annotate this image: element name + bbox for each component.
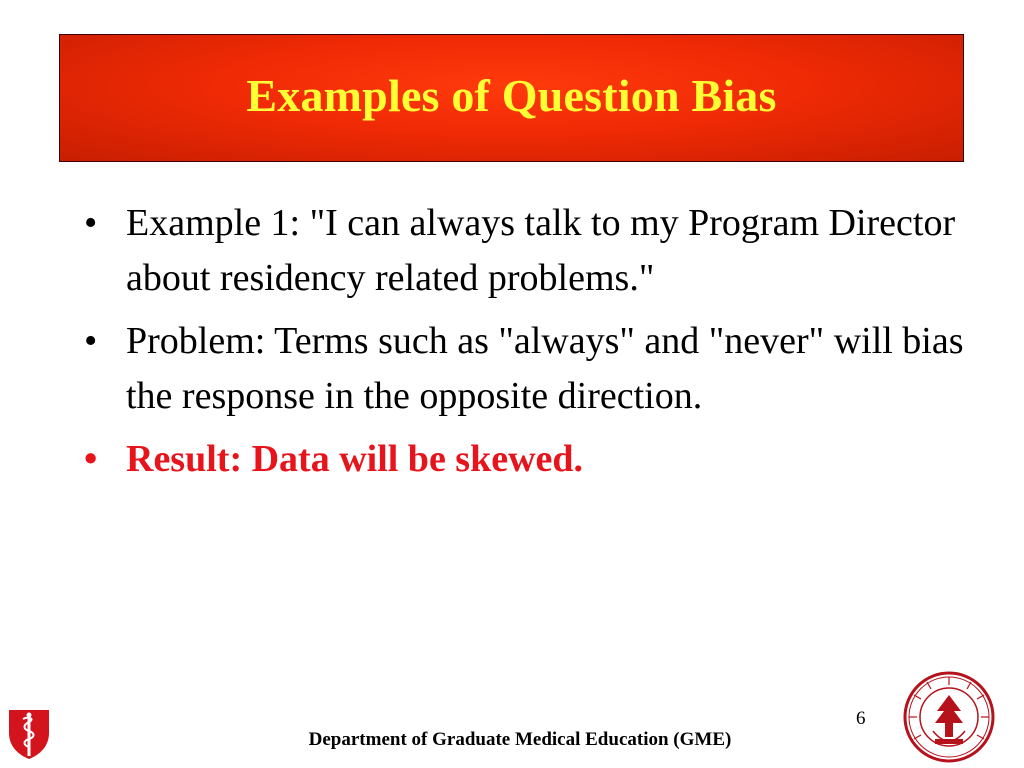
- bullet-text: Result: Data will be skewed.: [126, 438, 584, 480]
- bullet-text: Example 1: "I can always talk to my Program Director about residency related problems.": [126, 202, 956, 299]
- bullet-result: [84, 432, 964, 487]
- bullet-marker: •: [84, 320, 98, 362]
- bullet-list: [84, 196, 964, 495]
- bullet-marker: •: [84, 438, 98, 480]
- bullet-example: [84, 196, 964, 306]
- footer-department: Department of Graduate Medical Education (GME): [308, 729, 732, 750]
- page-number: 6: [856, 708, 866, 729]
- bullet-marker: •: [84, 202, 98, 244]
- university-seal-icon: [903, 671, 995, 763]
- bullet-problem: [84, 314, 964, 424]
- bullet-text: Problem: Terms such as "always" and "never" will bias the response in the opposite direction.: [126, 320, 964, 417]
- title-banner: [59, 34, 964, 162]
- slide-title: Examples of Question Bias: [246, 69, 777, 121]
